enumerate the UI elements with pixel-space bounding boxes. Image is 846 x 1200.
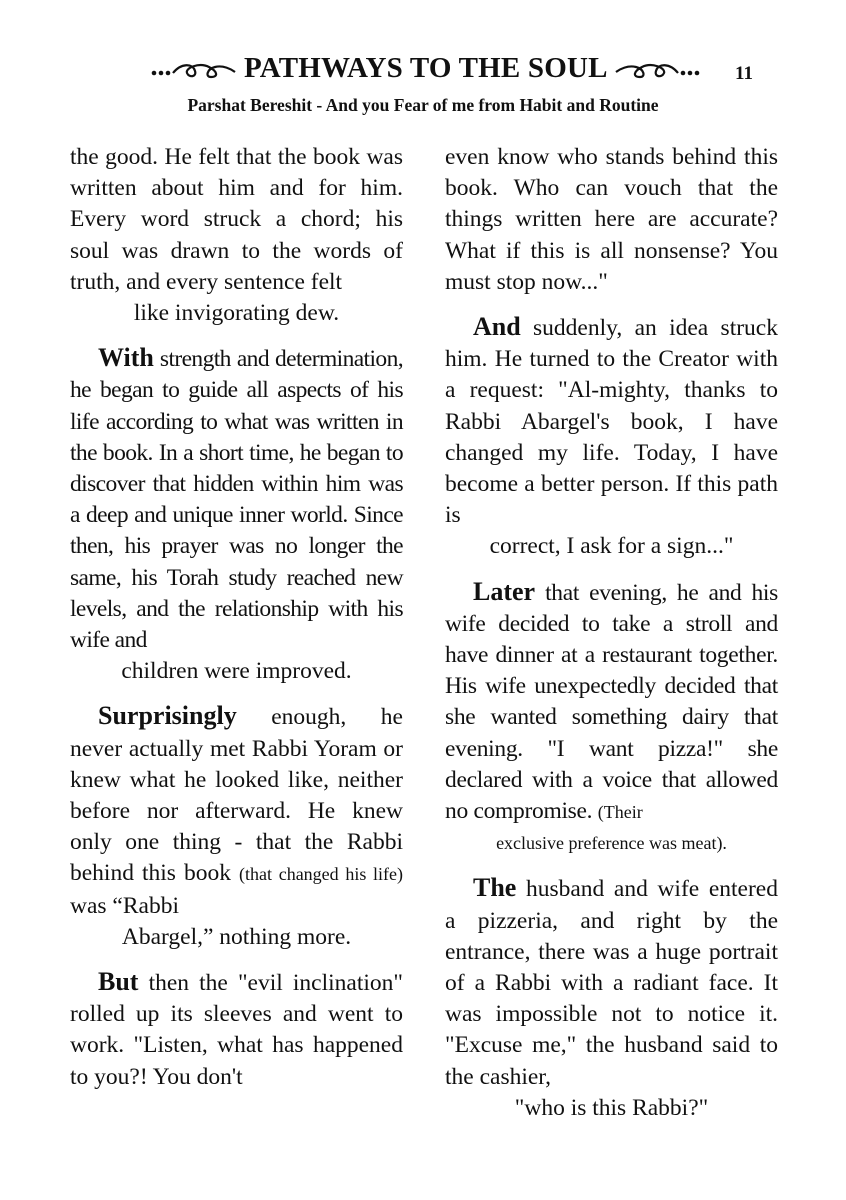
- paragraph-text: strength and determination, he began to guide all aspects of his life according to what was written in the book. In a short time, he began to discover that hidden within him was a deep and unique inner world. Since then, his prayer was no longer the same, his Torah study reached new levels, and the relationship with his wife and: [70, 346, 403, 654]
- paragraph-aside: (that changed his life): [239, 864, 403, 885]
- paragraph: [70, 342, 403, 687]
- right-column: [445, 142, 778, 1137]
- paragraph-text: husband and wife entered a pizzeria, and right by the entrance, there was a huge portrait of a Rabbi with a radiant face. It was impossible not to notice it. "Excuse me," the husband said to the cashier,: [445, 876, 778, 1090]
- scroll-flourish-left-icon: [149, 59, 237, 81]
- paragraph-lead-word: And: [473, 312, 521, 342]
- paragraph-aside: (Their: [597, 802, 643, 823]
- paragraph-last-line: Abargel,” nothing more.: [121, 923, 352, 950]
- paragraph-lead-word: But: [98, 967, 139, 997]
- paragraph-lead-word: Surprisingly: [98, 701, 237, 731]
- page-header: [0, 52, 846, 92]
- paragraph-lead-word: Later: [473, 576, 536, 606]
- paragraph-text: enough, he never actually met Rabbi Yoram or knew what he looked like, neither before nor afterward. He knew only one thing - that the Rabbi behind this book: [70, 704, 403, 887]
- running-title-text: PATHWAYS TO THE SOUL: [243, 52, 607, 84]
- paragraph-lead-word: With: [98, 343, 154, 373]
- paragraph-text: even know who stands behind this book. Who can vouch that the things written here are accurate? What if this is all nonsense? You must stop now...": [445, 144, 778, 295]
- running-title: [130, 52, 720, 85]
- paragraph-last-line: "who is this Rabbi?": [514, 1094, 709, 1121]
- paragraph-last-line: like invigorating dew.: [133, 300, 340, 327]
- paragraph: [70, 700, 403, 953]
- page-number: 11: [735, 63, 753, 84]
- paragraph-text: that evening, he and his wife decided to take a stroll and have dinner at a restaurant together. His wife unexpectedly decided that she wanted something dairy that evening. "I want pizza!" she declared with a voice that allowed no compromise.: [445, 579, 778, 825]
- paragraph-text: was “Rabbi: [70, 892, 179, 919]
- paragraph-text: then the "evil inclination" rolled up its sleeves and went to work. "Listen, what has happened to you?! You don't: [70, 970, 403, 1090]
- paragraph: [445, 311, 778, 563]
- paragraph-lead-word: The: [473, 873, 517, 903]
- paragraph: [70, 966, 403, 1093]
- left-column: [70, 142, 403, 1106]
- chapter-subtitle: Parshat Bereshit - And you Fear of me from Habit and Routine: [187, 95, 659, 115]
- paragraph-last-line: correct, I ask for a sign...": [489, 533, 734, 560]
- paragraph-last-line: exclusive preference was meat).: [496, 833, 727, 854]
- scroll-flourish-right-icon: [614, 59, 702, 81]
- paragraph: [70, 142, 403, 329]
- paragraph-text: the good. He felt that the book was written about him and for him. Every word struck a chord; his soul was drawn to the words of truth, and every sentence felt: [70, 144, 403, 295]
- paragraph-text: suddenly, an idea struck him. He turned to the Creator with a request: "Al-mighty, thanks to Rabbi Abargel's book, I have changed my life. Today, I have become a better person. If this path is: [445, 315, 778, 529]
- paragraph: [445, 872, 778, 1124]
- paragraph-last-line: children were improved.: [121, 658, 352, 685]
- paragraph: [445, 142, 778, 298]
- paragraph: [445, 576, 778, 860]
